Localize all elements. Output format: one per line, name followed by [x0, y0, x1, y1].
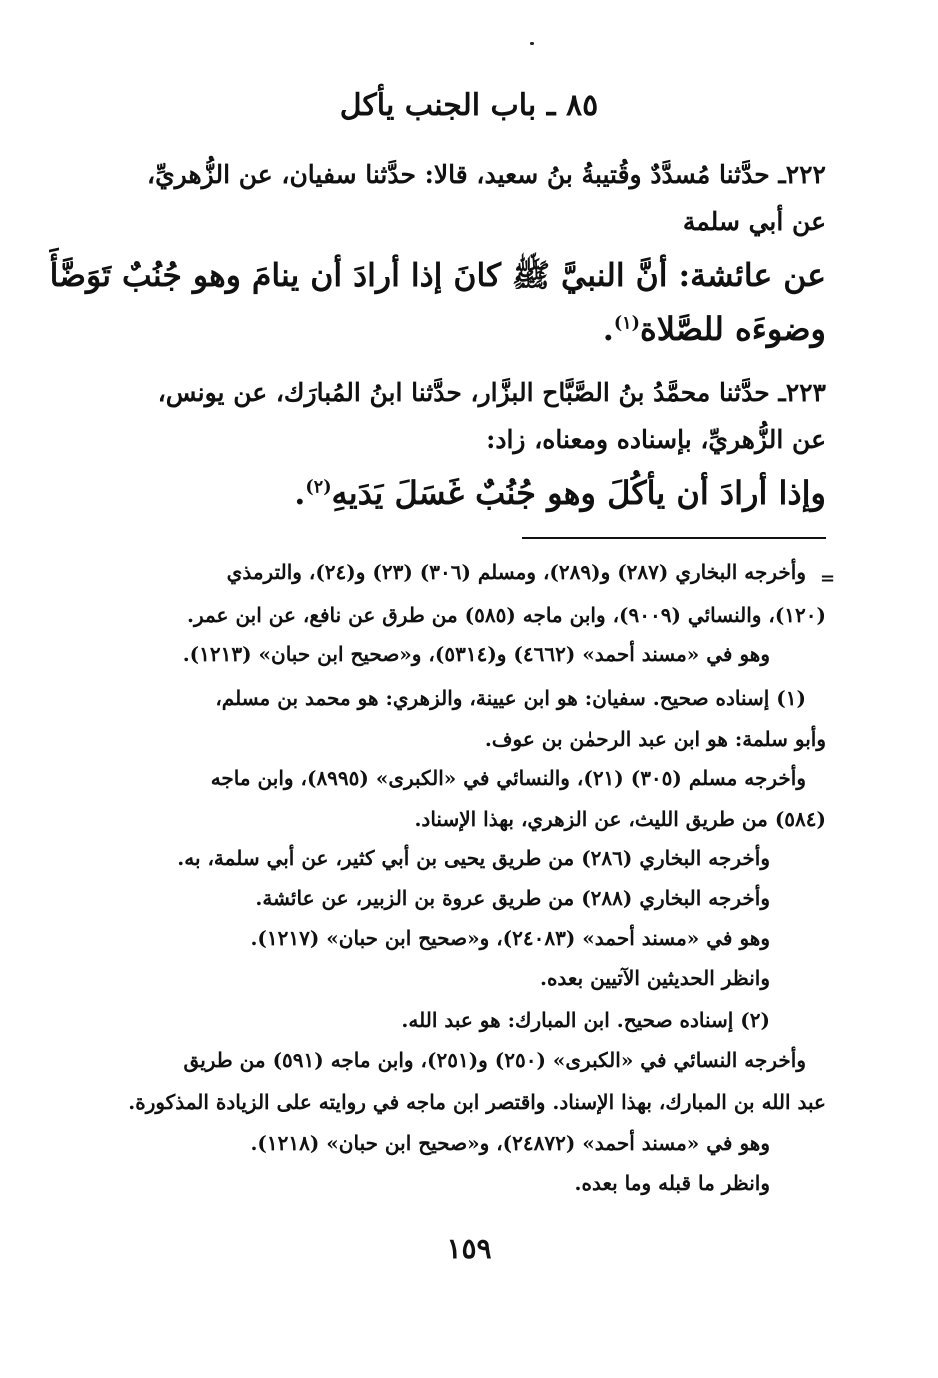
footnote-line: وهو في «مسند أحمد» (٢٤٠٨٣)، و«صحيح ابن حبان» (١٢١٧).: [250, 926, 770, 950]
continuation-marker: =: [820, 568, 836, 589]
footnote-line: وانظر الحديثين الآتيين بعده.: [539, 966, 770, 990]
footnote-line: وانظر ما قبله وما بعده.: [574, 1171, 770, 1195]
footnote-line: عبد الله بن المبارك، بهذا الإسناد. واقتصر ابن ماجه في روايته على الزيادة المذكورة.: [128, 1090, 826, 1114]
footnote-line: وأخرجه النسائي في «الكبرى» (٢٥٠) و(٢٥١)، وابن ماجه (٥٩١) من طريق: [183, 1048, 806, 1072]
page-number: ١٥٩: [446, 1232, 492, 1265]
hadith-223-line-2: عن الزُّهريِّ، بإسناده ومعناه، زاد:: [486, 425, 826, 454]
footnote-line: (٢) إسناده صحيح. ابن المبارك: هو عبد الله.: [401, 1008, 770, 1032]
hadith-222-line-2: عن أبي سلمة: [682, 207, 826, 236]
footnote-line: وهو في «مسند أحمد» (٤٦٦٢) و(٥٣١٤)، و«صحيح ابن حبان» (١٢١٣).: [182, 642, 770, 666]
footnote-ref: (١): [613, 312, 640, 334]
hadith-222-matn-line-1: عن عائشة: أنَّ النبيَّ ﷺ كانَ إذا أرادَ أن ينامَ وهو جُنُبٌ تَوَضَّأَ: [49, 257, 826, 294]
period: .: [602, 310, 614, 348]
period: .: [294, 474, 306, 512]
footnote-ref: (٢): [305, 476, 332, 498]
footnote-line: (٥٨٤) من طريق الليث، عن الزهري، بهذا الإسناد.: [414, 807, 826, 831]
matn-text: وإذا أرادَ أن يأكُلَ وهو جُنُبٌ غَسَلَ يَدَيهِ: [331, 474, 826, 512]
matn-text: وضوءَه للصَّلاة: [639, 310, 826, 348]
footnote-line: وهو في «مسند أحمد» (٢٤٨٧٢)، و«صحيح ابن حبان» (١٢١٨).: [250, 1131, 770, 1155]
hadith-222-matn-line-2: [603, 310, 826, 348]
footnote-separator: [522, 537, 826, 539]
footnote-line: وأخرجه البخاري (٢٨٨) من طريق عروة بن الزبير، عن عائشة.: [255, 886, 770, 910]
footnote-line: وأخرجه البخاري (٢٨٧) و(٢٨٩)، ومسلم (٣٠٦) (٢٣) و(٢٤)، والترمذي: [226, 560, 806, 584]
footnote-line: وأبو سلمة: هو ابن عبد الرحمٰن بن عوف.: [484, 727, 826, 751]
hadith-222-line-1: ٢٢٢ـ حدَّثنا مُسدَّدٌ وقُتيبةُ بنُ سعيد، قالا: حدَّثنا سفيان، عن الزُّهريِّ،: [147, 160, 826, 189]
footnote-line: (١٢٠)، والنسائي (٩٠٠٩)، وابن ماجه (٥٨٥) من طرق عن نافع، عن ابن عمر.: [187, 603, 826, 627]
footnote-line: وأخرجه البخاري (٢٨٦) من طريق يحيى بن أبي كثير، عن أبي سلمة، به.: [177, 846, 770, 870]
hadith-223-line-1: ٢٢٣ـ حدَّثنا محمَّدُ بنُ الصَّبَّاح البزَّار، حدَّثنا ابنُ المُبارَك، عن يونس،: [157, 378, 826, 407]
footnote-line: (١) إسناده صحيح. سفيان: هو ابن عيينة، والزهري: هو محمد بن مسلم،: [215, 686, 806, 710]
chapter-title: ٨٥ ـ باب الجنب يأكل: [339, 88, 599, 123]
speck-mark: [530, 42, 534, 45]
hadith-223-matn-line-1: [294, 474, 826, 512]
footnote-line: وأخرجه مسلم (٣٠٥) (٢١)، والنسائي في «الكبرى» (٨٩٩٥)، وابن ماجه: [210, 766, 806, 790]
